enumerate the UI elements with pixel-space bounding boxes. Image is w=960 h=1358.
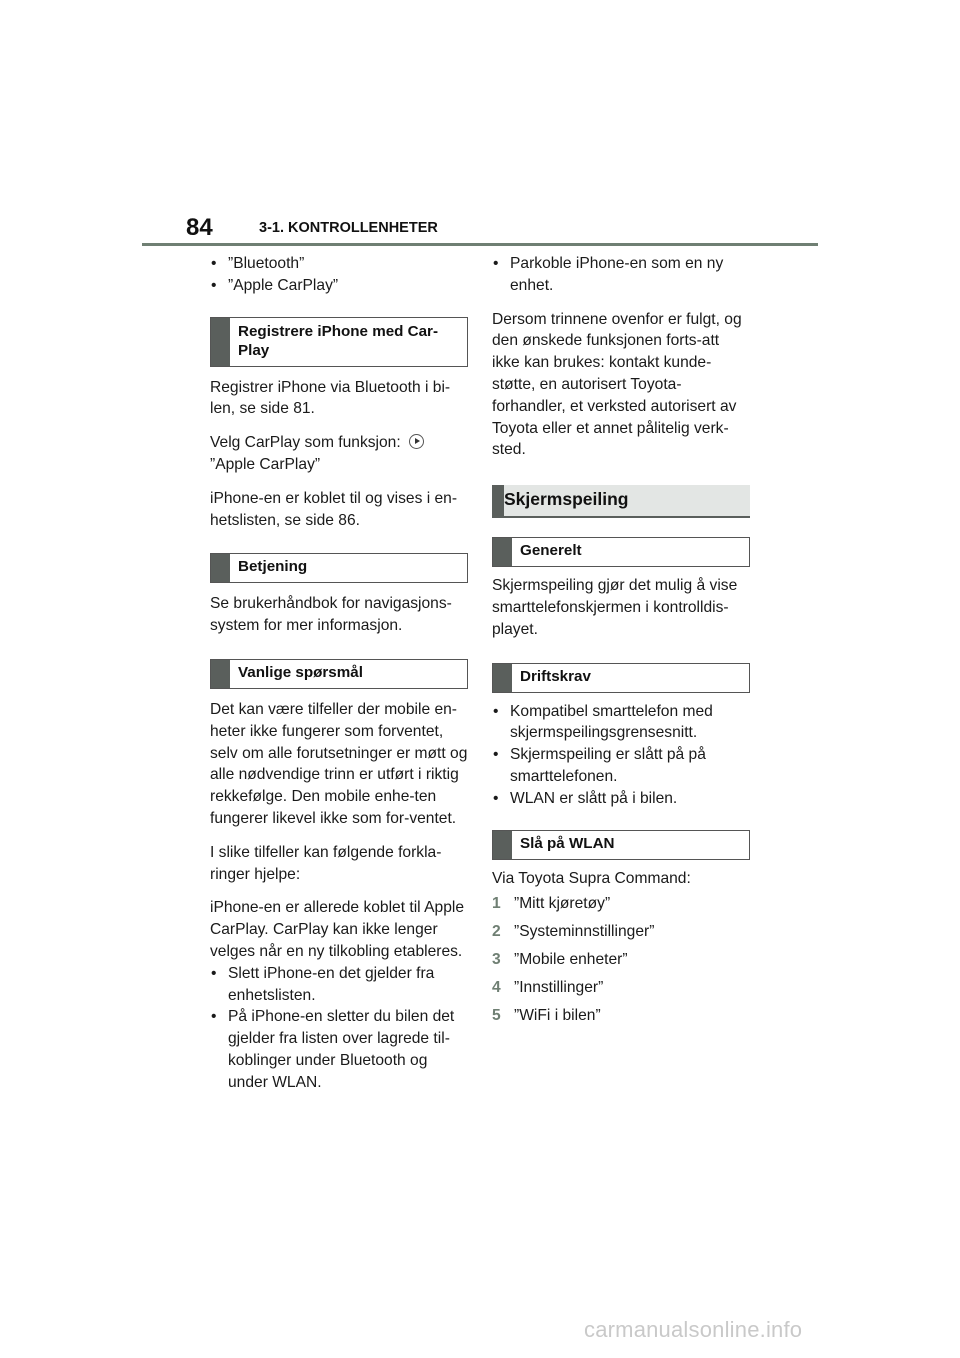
bullet-item: • Skjermspeiling er slått på på smarttelefonen. [492, 744, 750, 788]
paragraph [210, 432, 468, 454]
step-number: 3 [492, 950, 501, 968]
subheading-bar [211, 318, 230, 366]
bullet-item: • WLAN er slått på i bilen. [492, 788, 750, 810]
subheading-bar [493, 664, 512, 692]
bullet-item: • Kompatibel smarttelefon med skjermspeilingsgrensesnitt. [492, 701, 750, 745]
step-number: 1 [492, 895, 501, 913]
right-column [492, 253, 750, 1032]
bullet-item: • På iPhone-en sletter du bilen det gjelder fra listen over lagrede til-koblinger under Bluetooth og under WLAN. [210, 1006, 468, 1093]
subheading-label: Registrere iPhone med Car-Play [238, 322, 439, 359]
step-item [492, 921, 750, 943]
watermark: carmanualsonline.info [584, 1317, 803, 1342]
subheading-bar [493, 831, 512, 859]
paragraph: Via Toyota Supra Command: [492, 869, 691, 887]
subheading-label: Driftskrav [520, 667, 591, 685]
subheading-bar [211, 554, 230, 582]
subheading-operation [210, 553, 468, 583]
subheading-requirements [492, 663, 750, 693]
play-arrow-icon [409, 434, 424, 449]
step-text: ”Innstillinger” [514, 978, 604, 996]
paragraph: Se brukerhåndbok for navigasjons-system for mer informasjon. [210, 595, 452, 635]
step-number: 2 [492, 923, 501, 941]
step-item [492, 893, 750, 915]
paragraph: Skjermspeiling gjør det mulig å vise smarttelefonskjermen i kontrolldis-playet. [492, 577, 738, 638]
subheading-bar [493, 538, 512, 566]
heading-bar [492, 485, 504, 516]
paragraph: Dersom trinnene ovenfor er fulgt, og den ønskede funksjonen forts-att ikke kan brukes: kontakt kunde-støtte, en autorisert Toyota-forhandler, et verksted autorisert av Toyota eller et annet pålitelig verk-sted. [492, 310, 742, 459]
section-title: 3-1. KONTROLLENHETER [259, 220, 438, 236]
paragraph: iPhone-en er koblet til og vises i en-hetslisten, se side 86. [210, 489, 458, 529]
subheading-general [492, 537, 750, 567]
step-item [492, 1005, 750, 1027]
section-heading-mirroring [492, 485, 750, 518]
paragraph: Registrer iPhone via Bluetooth i bi-len, se side 81. [210, 378, 451, 418]
bullet-item: • ”Apple CarPlay” [210, 275, 468, 297]
step-number: 4 [492, 978, 501, 996]
subheading-label: Slå på WLAN [520, 834, 615, 852]
subheading-enable-wlan [492, 830, 750, 860]
left-column [210, 253, 468, 1094]
step-text: ”Mitt kjøretøy” [514, 895, 611, 913]
page-number: 84 [186, 214, 213, 241]
subheading-label: Betjening [238, 558, 308, 576]
step-text: ”WiFi i bilen” [514, 1006, 601, 1024]
paragraph: ”Apple CarPlay” [210, 455, 321, 473]
subheading-label: Generelt [520, 542, 582, 560]
step-text: ”Mobile enheter” [514, 950, 628, 968]
step-item [492, 949, 750, 971]
subheading-bar [211, 660, 230, 688]
subheading-register-iphone [210, 317, 468, 367]
step-number: 5 [492, 1006, 501, 1024]
header-rule [142, 243, 818, 246]
heading-label: Skjermspeiling [504, 489, 629, 510]
step-item [492, 977, 750, 999]
subheading-label: Vanlige spørsmål [238, 663, 363, 681]
paragraph: I slike tilfeller kan følgende forkla-ringer hjelpe: [210, 843, 442, 883]
paragraph-text: Velg CarPlay som funksjon: [210, 434, 401, 452]
bullet-item: • Slett iPhone-en det gjelder fra enhetslisten. [210, 963, 468, 1007]
paragraph: iPhone-en er allerede koblet til Apple CarPlay. CarPlay kan ikke lenger velges når en ny tilkobling etableres. [210, 899, 464, 960]
subheading-faq [210, 659, 468, 689]
bullet-item: • ”Bluetooth” [210, 253, 468, 275]
bullet-item: • Parkoble iPhone-en som en ny enhet. [492, 253, 750, 297]
step-text: ”Systeminnstillinger” [514, 923, 655, 941]
paragraph: Det kan være tilfeller der mobile en-heter ikke fungerer som forventet, selv om alle forutsetninger er møtt og alle nødvendige trinn er utført i riktig rekkefølge. Den mobile enhe-ten fungerer likevel ikke som for-ventet. [210, 700, 468, 827]
